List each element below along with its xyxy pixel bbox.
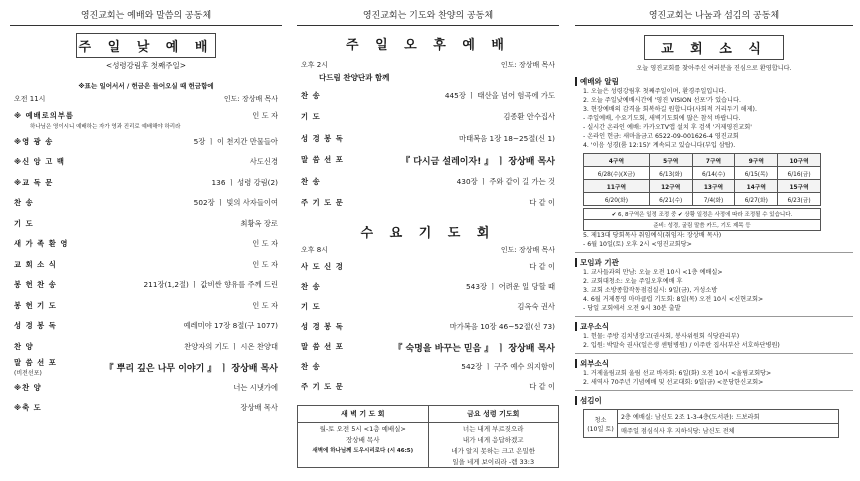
news-item: 3. 교회 소방종합작동점검실시: 9일(금), 거성소방 [583, 287, 718, 294]
schedule-cell: 6/16(금) [778, 167, 821, 180]
news-item: 2. 오늘 주일낮예배시간에 '영진 VISION 선포'가 있습니다. [583, 97, 741, 104]
order-label: 말 씀 선 포 [301, 342, 344, 351]
order-row [297, 277, 559, 297]
order-label: 기 도 [301, 302, 321, 311]
meta-row [10, 94, 282, 104]
schedule-cell: 12구역 [649, 180, 692, 193]
schedule-cell: 6/23(금) [778, 193, 821, 206]
schedule-cell: 6/15(목) [735, 167, 778, 180]
order-value: 『 다시금 설레이자! 』 ㅣ 장상배 목사 [401, 156, 555, 167]
order-row [297, 297, 559, 317]
order-value: 마가복음 10장 46~52절(신 73) [449, 322, 555, 331]
order-value: 인 도 자 [252, 300, 278, 310]
order-row [10, 357, 282, 378]
order-label: 기 도 [301, 112, 321, 122]
schedule-cell: 6/20(화) [584, 193, 650, 206]
order-value: 430장 ㅣ 주와 같이 길 가는 것 [456, 176, 555, 186]
order-label: ※ 예배로의부름 [14, 111, 74, 121]
schedule-row [584, 193, 821, 206]
panel-afternoon-worship [297, 0, 559, 481]
order-label: 성 경 봉 독 [301, 133, 344, 143]
order-row [10, 214, 282, 235]
order-row [297, 85, 559, 107]
order-label: 주 기 도 문 [301, 198, 344, 208]
order-row [297, 357, 559, 377]
news-item: 1. 오늘은 성령강림후 첫째주일이며, 환경주일입니다. [583, 88, 727, 95]
box-verse: 새벽에 하나님께 도우시리로다 (시 46:5) [312, 448, 414, 454]
order-row [10, 296, 282, 317]
order-label: 봉 헌 기 도 [14, 300, 57, 310]
schedule-cell: 7/4(화) [692, 193, 735, 206]
order-label: 말 씀 선 포 [301, 155, 344, 165]
section-external: 외부소식 [575, 358, 853, 369]
order-value: 장상배 목사 [240, 403, 278, 413]
order-row [297, 107, 559, 129]
box-header: 새 벽 기 도 회 [298, 406, 428, 423]
banner: 영진교회는 기도와 찬양의 공동체 [297, 6, 559, 26]
dawn-prayer-box [298, 406, 429, 467]
order-row [10, 275, 282, 296]
order-value: 너는 시냇가에 [233, 382, 278, 392]
item-installation-date: - 6월 10일(토) 오후 2시 <영진교회당> [583, 241, 692, 248]
news-item: 2. 입원: 박말숙 권사(일은생 센텀병원) / 이주란 집사(부산 서호하단병원) [583, 342, 780, 349]
schedule-table [583, 153, 821, 206]
order-row [297, 257, 559, 277]
schedule-cell: 6/14(수) [692, 167, 735, 180]
order-value: 인 도 자 [252, 259, 278, 269]
order-label: ※교 독 문 [14, 177, 54, 187]
afternoon-title: 주 일 오 후 예 배 [346, 38, 510, 53]
order-row [297, 317, 559, 337]
order-label: 새 가 족 환 영 [14, 239, 69, 249]
time: 오전 11시 [14, 95, 46, 103]
box-line: 내가 네게 응답하겠고 [462, 436, 524, 444]
meta-row [297, 60, 559, 70]
order-label: 사 도 신 경 [301, 262, 344, 271]
order-label: 성 경 봉 독 [14, 321, 57, 331]
order-value: 『 뿌리 깊은 나무 이야기 』 ㅣ 장상배 목사 [104, 363, 278, 374]
box-line: 네가 알지 못하는 크고 은밀한 [451, 447, 536, 455]
news-item: 4. 6월 거제통영 마마클럽 기도회: 8일(목) 오전 10시 <신현교회> [583, 296, 764, 303]
order-value: 최황옥 장로 [240, 218, 278, 228]
order-row [10, 316, 282, 337]
leader: 인도: 장상배 목사 [500, 246, 555, 254]
order-value: 445장 ㅣ 태산을 넘어 험곡에 가도 [444, 90, 555, 100]
order-value: 136 ㅣ 성령 강림(2) [211, 177, 278, 187]
order-row [10, 255, 282, 276]
news-item: 1. 교사들과의 만남: 오늘 오전 10시 <1층 예배실> [583, 269, 723, 276]
order-label: 찬 송 [301, 362, 321, 371]
section-servers: 섬김이 [575, 395, 853, 406]
order-value: 다 같 이 [529, 382, 555, 391]
banner: 영진교회는 나눔과 섬김의 공동체 [575, 6, 853, 26]
section-meetings: 모임과 기관 [575, 257, 853, 268]
news-item: 1. 거제울림교회 울림 선교 바자회: 6일(화) 오전 10시 <울림교회당> [583, 370, 772, 377]
time: 오후 2시 [301, 61, 328, 69]
order-value: 다 같 이 [529, 198, 555, 208]
news-item: 1. 헌물: 주방 김치냉장고(권사회, 봉사위원회 식당관리부) [583, 333, 740, 340]
news-item: 2. 새역사 70주년 기념예배 및 선교대회: 9일(금) <문당한신교회> [583, 379, 764, 386]
order-label: 성 경 봉 독 [301, 322, 344, 331]
order-label: 찬 송 [301, 176, 321, 186]
leader: 인도: 장상배 목사 [223, 95, 278, 103]
order-row [297, 150, 559, 172]
schedule-cell: 14구역 [735, 180, 778, 193]
news-item: - 주일예배, 수요기도회, 새벽기도회에 많은 참석 바랍니다. [583, 115, 741, 122]
order-row [297, 337, 559, 357]
order-value: 마태복음 1장 18~25절(신 1) [459, 133, 555, 143]
order-row [297, 171, 559, 193]
order-list [10, 106, 282, 419]
order-row [297, 128, 559, 150]
schedule-cell: 15구역 [778, 180, 821, 193]
schedule-cell: 13구역 [692, 180, 735, 193]
schedule-cell: 9구역 [735, 154, 778, 167]
order-value: 인 도 자 [252, 111, 278, 121]
section-members: 교우소식 [575, 321, 853, 332]
order-row [10, 337, 282, 358]
order-row [10, 173, 282, 194]
news-item: 3. 현장예배의 감격을 회복하길 원합니다(사회적 거리두기 해제). [583, 106, 757, 113]
order-row [10, 132, 282, 153]
friday-prayer-box [429, 406, 559, 467]
order-value: 김종환 안수집사 [503, 112, 555, 122]
order-value: 543장 ㅣ 어려운 일 당할 때 [466, 282, 555, 291]
meta-row [297, 245, 559, 255]
order-value: 542장 ㅣ 구주 예수 의지함이 [461, 362, 555, 371]
time: 오후 8시 [301, 246, 328, 254]
order-label: ※영 광 송 [14, 136, 54, 146]
banner: 영진교회는 예배와 말씀의 공동체 [10, 6, 282, 26]
box-header: 금요 성령 기도회 [429, 406, 559, 423]
order-row [297, 193, 559, 215]
order-value: 502장 ㅣ 빛의 사자들이여 [193, 198, 278, 208]
news-item: - 온라인 헌금: 새마을금고 6522-09-001626-4 영진교회 [583, 133, 739, 140]
schedule-note: ✔ 6, 8구역은 일정 조정 중 ✔ 상황 일정은 사정에 따라 조정될 수 있습니다. [583, 208, 821, 220]
order-row [297, 377, 559, 397]
intro: 오늘 영진교회를 찾아주신 여러분을 진심으로 환영합니다. [636, 65, 792, 72]
order-row [10, 398, 282, 419]
leader: 인도: 장상배 목사 [500, 61, 555, 69]
news-title: 교 회 소 식 [644, 35, 784, 60]
schedule-cell: 5구역 [649, 154, 692, 167]
schedule-row [584, 180, 821, 193]
item-installation: 5. 제13대 당회목사 취임예식(취임자: 장상배 목사) [583, 232, 722, 239]
order-value: 김옥숙 권사 [517, 302, 555, 311]
cleaning-box [583, 409, 839, 438]
schedule-cell: 6/13(화) [649, 167, 692, 180]
order-label: 봉 헌 찬 송 [14, 280, 57, 290]
wednesday-title: 수 요 기 도 회 [360, 226, 496, 241]
order-value: 『 숙명을 바꾸는 믿음 』 ㅣ 장상배 목사 [393, 343, 555, 354]
order-label: 말 씀 선 포 [14, 357, 57, 367]
box-line: 너는 내게 부르짖으라 [462, 425, 524, 433]
order-label: 주 기 도 문 [301, 382, 344, 391]
order-value: 다 같 이 [529, 262, 555, 271]
news-item: 2. 교회대청소: 오늘 주일오후예배 후 [583, 278, 683, 285]
note: ※표는 일어서서 / 헌금은 들어오실 때 헌금함에 [78, 82, 214, 90]
panel-sunday-worship [10, 0, 282, 481]
subtitle: <성령강림후 첫째주일> [105, 61, 187, 70]
news-item: - 실시간 온라인 예배: 카카오TV앱 설치 후 검색 '거제영진교회' [583, 124, 752, 131]
member-items [575, 332, 853, 350]
schedule-cell: 10구역 [778, 154, 821, 167]
prayer-boxes [297, 405, 559, 468]
order-row [10, 193, 282, 214]
order-row [10, 234, 282, 255]
order-value: 사도신경 [249, 157, 278, 167]
order-value: 찬양자의 기도 ㅣ 시온 찬양대 [184, 341, 278, 351]
cleaning-lines: 2층 예배실: 남신도 2조 1-3-4층(도서관): 드보라회 매주일 점심식사 후 지하식당: 남신도 전체 [618, 410, 838, 437]
news-item: - 당일 교회에서 오전 9시 30분 출발 [583, 305, 681, 312]
section-worship: 예배와 알림 [575, 76, 853, 87]
order-subtext: 하나님은 영이시니 예배하는 자가 영과 진리로 예배해야 하리라 [30, 123, 181, 130]
schedule-cell: 11구역 [584, 180, 650, 193]
order-row [10, 378, 282, 399]
news-item: 4. '이음 성경(룸 12:15)' 계속되고 있습니다(부입 삼탑). [583, 142, 736, 149]
schedule-cell: 6/21(수) [649, 193, 692, 206]
wednesday-order-list [297, 257, 559, 397]
box-line: 월-토 오전 5시 <1층 예배실> [319, 425, 406, 433]
panel-church-news [575, 0, 853, 481]
choir: 다드림 찬양단과 함께 [319, 73, 390, 82]
schedule-row [584, 154, 821, 167]
order-label: 찬 양 [14, 341, 34, 351]
order-label: ※축 도 [14, 403, 42, 413]
schedule-prep: 준비: 성경, 굴림 말씀 카드, 기도 제목 등 [583, 220, 821, 231]
order-label: ※찬 양 [14, 382, 42, 392]
order-label: ※신 앙 고 백 [14, 157, 65, 167]
order-row [10, 152, 282, 173]
order-label: 찬 송 [301, 282, 321, 291]
order-value: 인 도 자 [252, 239, 278, 249]
page-title: 주 일 낮 예 배 [76, 33, 216, 58]
cleaning-label: 청소 (10일 토) [584, 410, 618, 437]
schedule-cell: 6/27(화) [735, 193, 778, 206]
order-label: 기 도 [14, 218, 34, 228]
meeting-items [575, 268, 853, 313]
order-label: 찬 송 [14, 198, 34, 208]
afternoon-order-list [297, 85, 559, 214]
order-value: 예레미야 17장 8절(구 1077) [183, 321, 278, 331]
external-items [575, 369, 853, 387]
schedule-row [584, 167, 821, 180]
order-value: 211장(1,2절) ㅣ 값비싼 향유를 주께 드린 [143, 280, 278, 290]
schedule-cell: 7구역 [692, 154, 735, 167]
box-line: 일을 네게 보이리라 -렘 33:3 [452, 458, 535, 466]
schedule-cell: 6/28(수)(X금) [584, 167, 650, 180]
schedule-cell: 4구역 [584, 154, 650, 167]
order-label: 찬 송 [301, 90, 321, 100]
box-line: 장상배 목사 [346, 436, 380, 444]
order-value: 5장 ㅣ 이 천지간 만물들아 [193, 136, 278, 146]
order-sublabel: (비전선포) [14, 369, 42, 377]
worship-items [575, 87, 853, 150]
order-label: 교 회 소 식 [14, 259, 57, 269]
